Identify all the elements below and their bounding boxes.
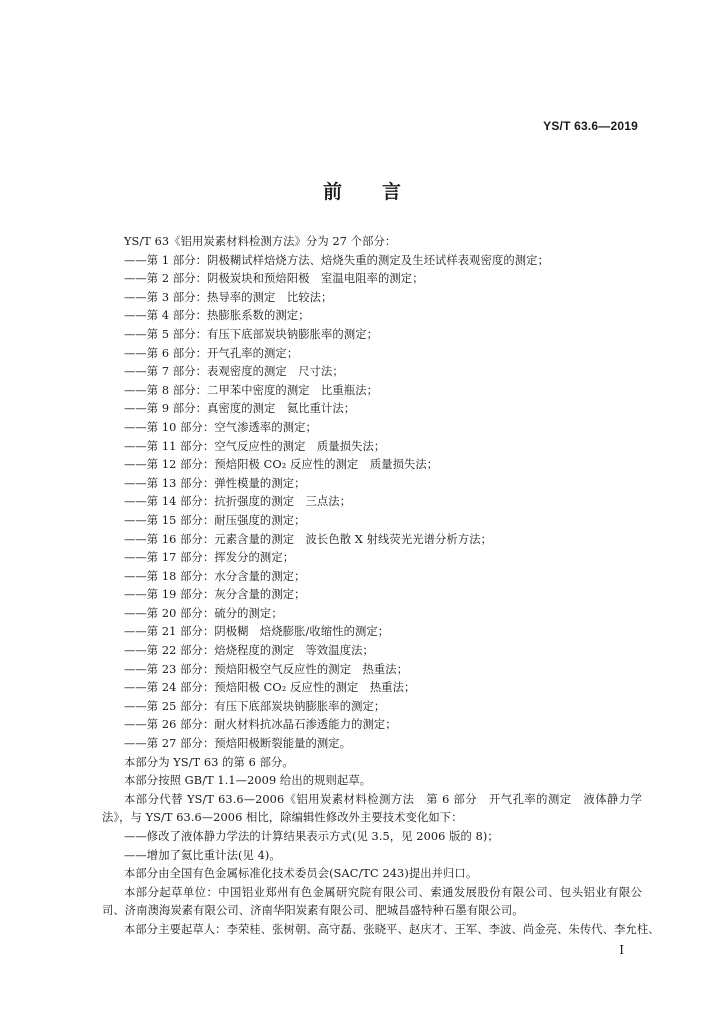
list-item: ——第 14 部分：抗折强度的测定 三点法； [124, 495, 352, 509]
page-title [0, 177, 724, 204]
parts-list [102, 252, 642, 754]
list-item: ——第 8 部分：二甲苯中密度的测定 比重瓶法； [124, 383, 379, 397]
list-item: ——第 19 部分：灰分含量的测定； [124, 588, 306, 602]
list-item: ——第 4 部分：热膨胀系数的测定； [124, 309, 310, 323]
list-item: ——第 18 部分：水分含量的测定； [124, 569, 306, 583]
list-item: ——第 11 部分：空气反应性的测定 质量损失法； [124, 439, 386, 453]
proposed-by-paragraph: 本部分由全国有色金属标准化技术委员会(SAC/TC 243)提出并归口。 [124, 867, 478, 881]
list-item: ——第 15 部分：耐压强度的测定； [124, 513, 306, 527]
intro-line: YS/T 63《铝用炭素材料检测方法》分为 27 个部分： [124, 235, 397, 248]
list-item: ——第 3 部分：热导率的测定 比较法； [124, 290, 333, 304]
title-char-2: 言 [382, 181, 402, 203]
list-item: ——第 23 部分：预焙阳极空气反应性的测定 热重法； [124, 662, 409, 676]
part-of-paragraph: 本部分为 YS/T 63 的第 6 部分。 [124, 755, 294, 769]
title-char-1: 前 [322, 181, 342, 203]
list-item: ——第 5 部分：有压下底部炭块钠膨胀率的测定； [124, 327, 379, 341]
drafting-units-paragraph: 本部分起草单位：中国铝业郑州有色金属研究院有限公司、索通发展股份有限公司、包头铝业有限公司、济南澳海炭素有限公司、济南华阳炭素有限公司、肥城昌盛特种石墨有限公司。 [102, 885, 642, 918]
page-number: I [619, 943, 624, 957]
list-item: ——第 24 部分：预焙阳极 CO₂ 反应性的测定 热重法； [124, 681, 416, 695]
list-item: ——第 21 部分：阴极糊 焙烧膨胀/收缩性的测定； [124, 625, 390, 639]
list-item: ——第 1 部分：阴极糊试样焙烧方法、焙烧失重的测定及生坯试样表观密度的测定； [124, 253, 549, 267]
foreword-body [102, 233, 660, 940]
list-item: ——第 13 部分：弹性模量的测定； [124, 476, 306, 490]
list-item: ——第 10 部分：空气渗透率的测定； [124, 420, 317, 434]
list-item: ——第 2 部分：阴极炭块和预焙阳极 室温电阻率的测定； [124, 272, 424, 286]
list-item: ——第 12 部分：预焙阳极 CO₂ 反应性的测定 质量损失法； [124, 458, 439, 472]
list-item: ——增加了氦比重计法(见 4)。 [124, 848, 281, 862]
list-item: ——修改了液体静力学法的计算结果表示方式(见 3.5，见 2006 版的 8)； [124, 830, 499, 843]
replaces-paragraph: 本部分代替 YS/T 63.6—2006《铝用炭素材料检测方法 第 6 部分 开气孔率的测定 液体静力学法》，与 YS/T 63.6—2006 相比，除编辑性修改外主要技术变化如下： [102, 792, 642, 825]
list-item: ——第 9 部分：真密度的测定 氦比重计法； [124, 402, 356, 416]
drafting-rules-paragraph: 本部分按照 GB/T 1.1—2009 给出的规则起草。 [124, 774, 372, 788]
list-item: ——第 7 部分：表观密度的测定 尺寸法； [124, 365, 344, 379]
list-item: ——第 27 部分：预焙阳极断裂能量的测定。 [124, 737, 352, 751]
standard-number: YS/T 63.6—2019 [543, 119, 638, 133]
drafters-paragraph: 本部分主要起草人：李荣桂、张树朝、高守磊、张晓平、赵庆才、王军、李波、尚金亮、朱传代、李允柱、 [124, 922, 660, 936]
list-item: ——第 17 部分：挥发分的测定； [124, 551, 295, 565]
list-item: ——第 6 部分：开气孔率的测定； [124, 346, 299, 360]
list-item: ——第 20 部分：硫分的测定； [124, 606, 283, 620]
list-item: ——第 26 部分：耐火材料抗冰晶石渗透能力的测定； [124, 718, 397, 732]
list-item: ——第 25 部分：有压下底部炭块钠膨胀率的测定； [124, 699, 386, 713]
list-item: ——第 22 部分：焙烧程度的测定 等效温度法； [124, 644, 374, 658]
list-item: ——第 16 部分：元素含量的测定 波长色散 X 射线荧光光谱分析方法； [124, 532, 492, 546]
